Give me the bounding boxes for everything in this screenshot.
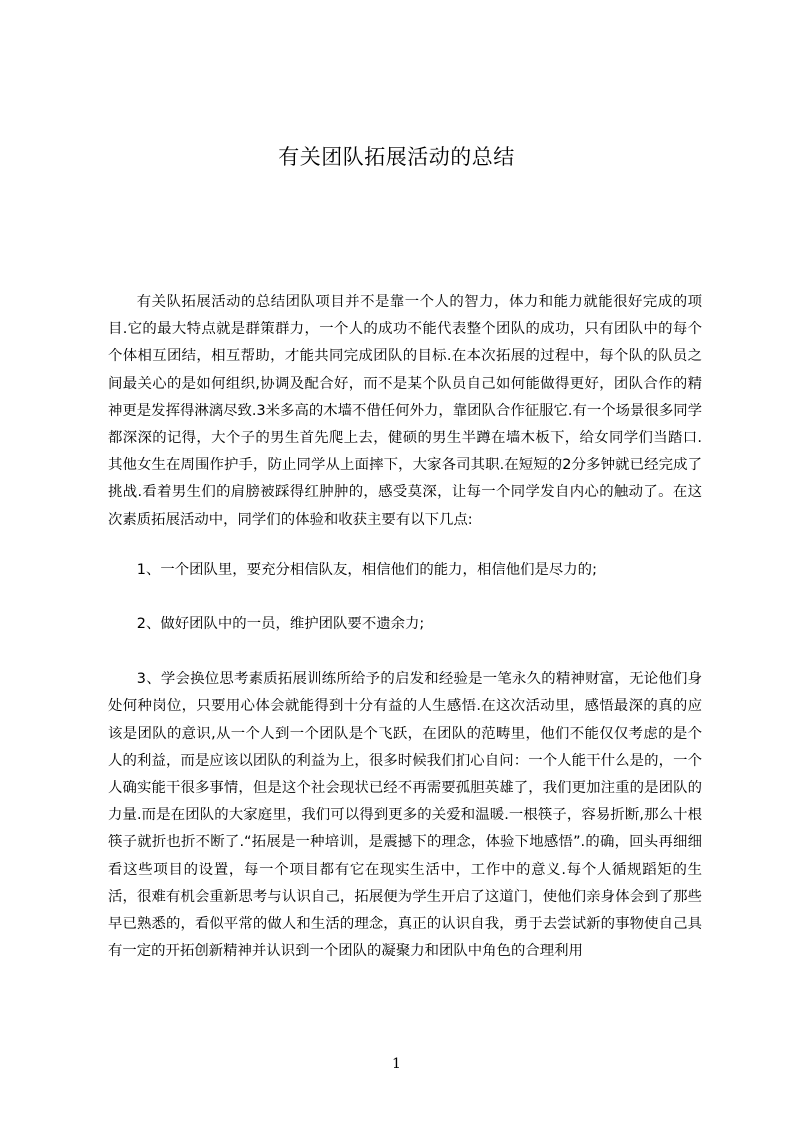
document-title: 有关团队拓展活动的总结 [278,145,515,169]
page-number: 1 [392,1056,401,1072]
list-item-1: 1、一个团队里，要充分相信队友，相信他们的能力，相信他们是尽力的; [136,561,597,578]
document-body [108,289,702,965]
intro-paragraph: 有关队拓展活动的总结团队项目并不是靠一个人的智力，体力和能力就能很好完成的项目.它的最大特点就是群策群力，一个人的成功不能代表整个团队的成功，只有团队中的每个个体相互团结，相互帮助，才能共同完成团队的目标.在本次拓展的过程中，每个队的队员之间最关心的是如何组织,协调及配合好，而不是某个队员自己如何能做得更好，团队合作的精神更是发挥得淋漓尽致.3米多高的木墙不借任何外力，靠团队合作征服它.有一个场景很多同学都深深的记得，大个子的男生首先爬上去，健硕的男生半蹲在墙木板下，给女同学们当踏口.其他女生在周围作护手，防止同学从上面摔下，大家各司其职.在短短的2分多钟就已经完成了挑战.看着男生们的肩膀被踩得红肿肿的，感受莫深，让每一个同学发自内心的触动了。在这次素质拓展活动中，同学们的体验和收获主要有以下几点: [108,294,702,528]
list-item-3: 3、学会换位思考素质拓展训练所给予的启发和经验是一笔永久的精神财富，无论他们身处何种岗位，只要用心体会就能得到十分有益的人生感悟.在这次活动里，感悟最深的真的应该是团队的意识,从一个人到一个团队是个飞跃，在团队的范畴里，他们不能仅仅考虑的是个人的利益，而是应该以团队的利益为上，很多时候我们扪心自问：一个人能干什么是的，一个人确实能干很多事情，但是这个社会现状已经不再需要孤胆英雄了，我们更加注重的是团队的力量.而是在团队的大家庭里，我们可以得到更多的关爱和温暖.一根筷子，容易折断,那么十根筷子就折也折不断了.“拓展是一种培训，是震撼下的理念，体验下地感悟”.的确，回头再细细看这些项目的设置，每一个项目都有它在现实生活中，工作中的意义.每个人循规蹈矩的生活，很难有机会重新思考与认识自己，拓展便为学生开启了这道门，使他们亲身体会到了那些早已熟悉的，看似平常的做人和生活的理念，真正的认识自我，勇于去尝试新的事物使自己具有一定的开拓创新精神并认识到一个团队的凝聚力和团队中角色的合理利用 [108,671,702,960]
list-item-2: 2、做好团队中的一员，维护团队要不遗余力; [136,616,425,633]
